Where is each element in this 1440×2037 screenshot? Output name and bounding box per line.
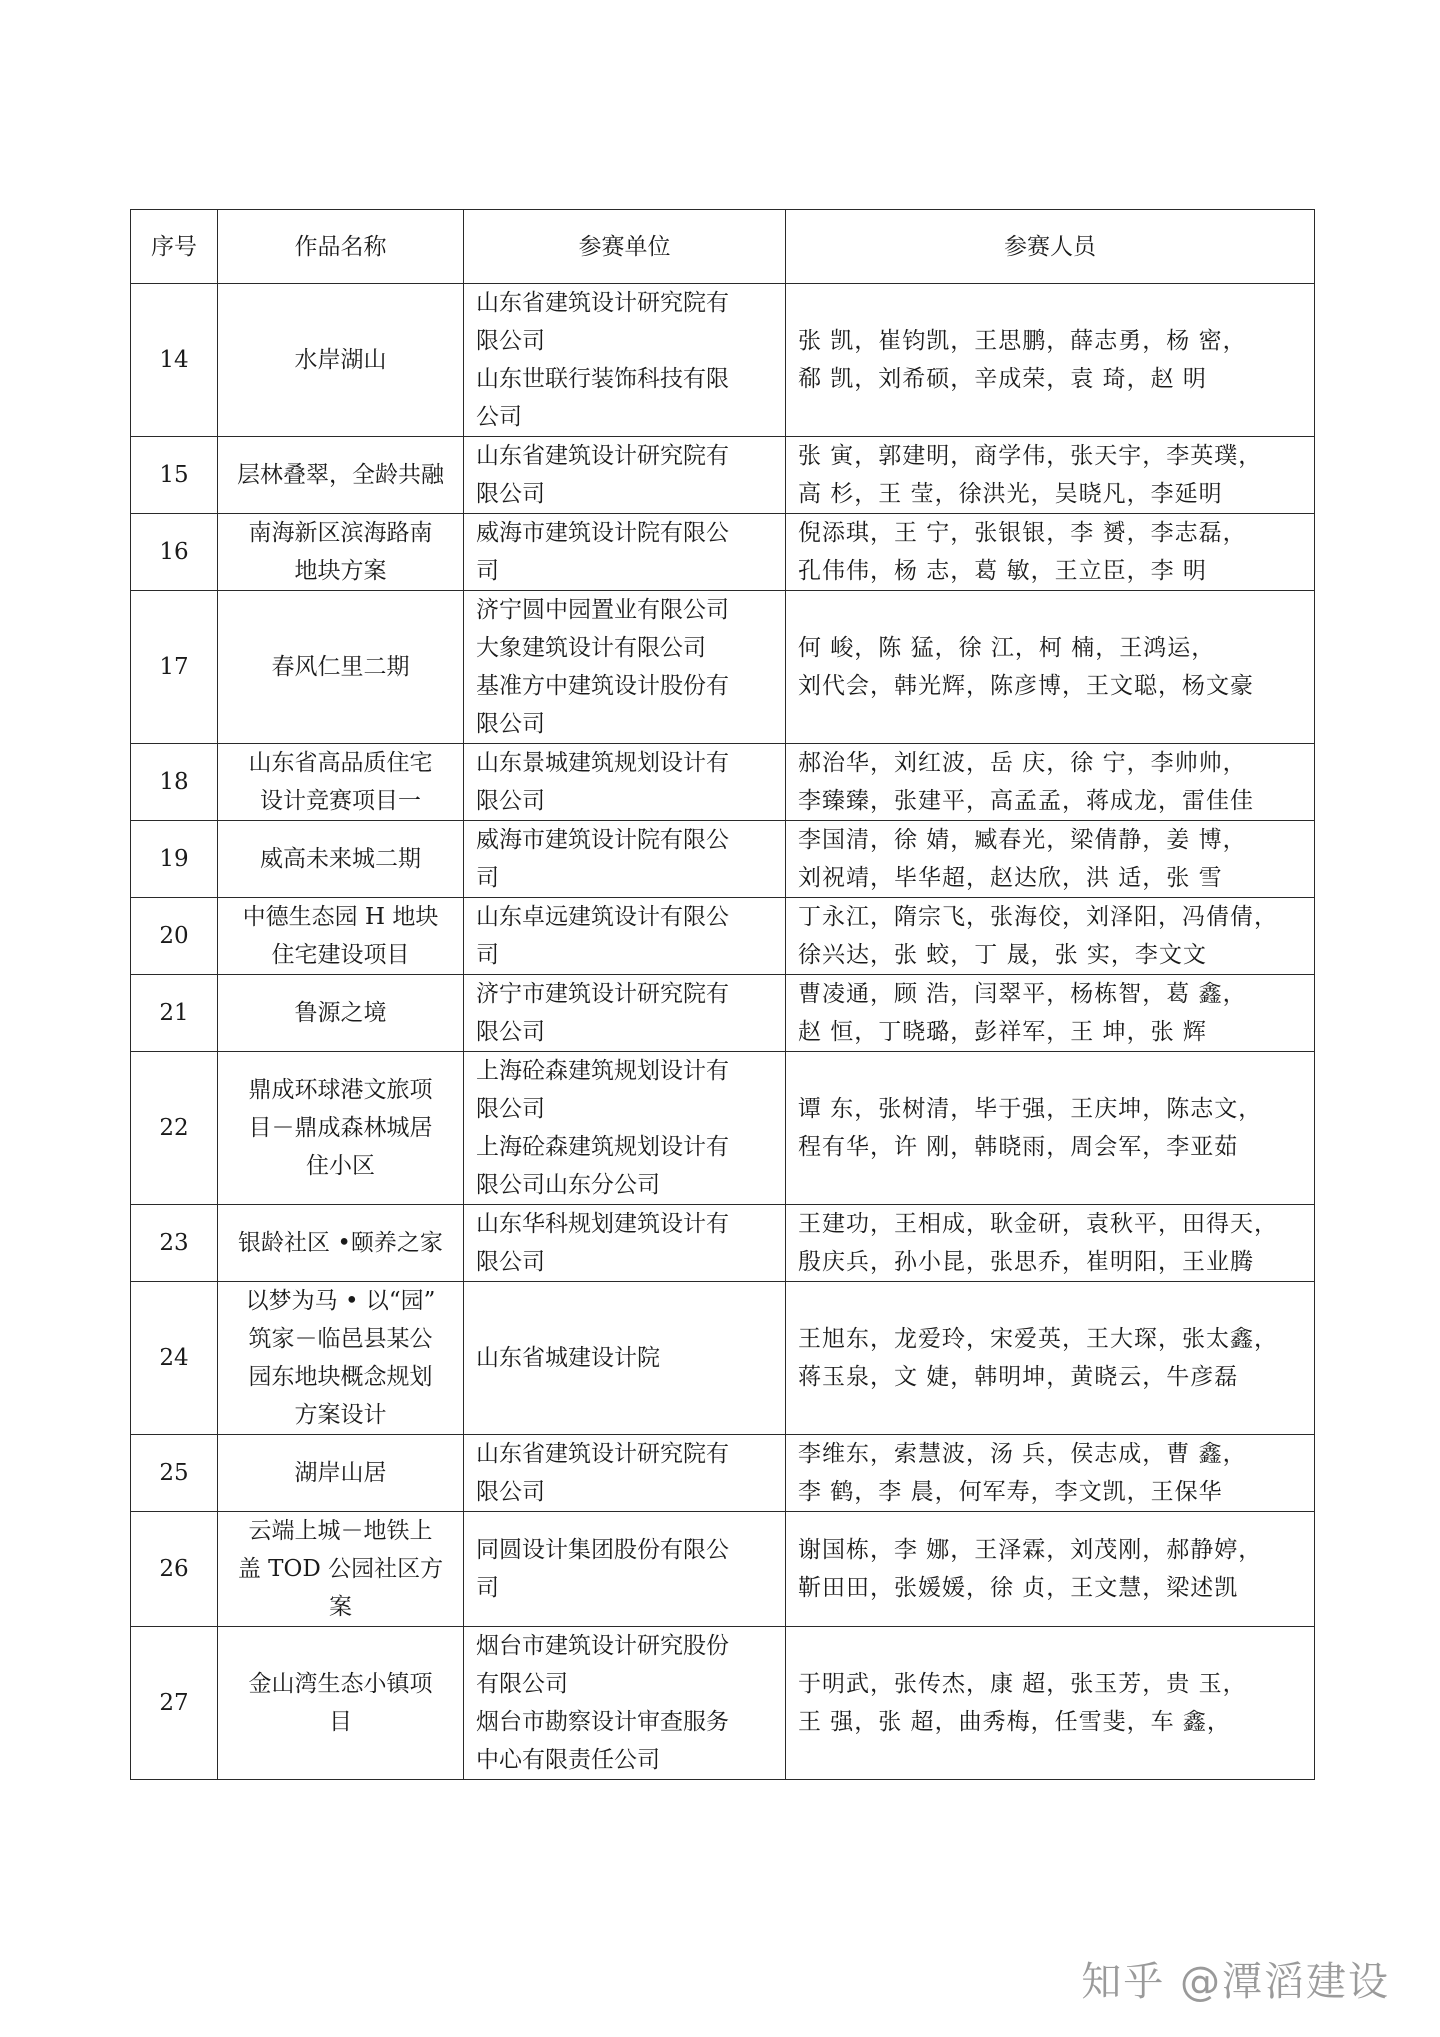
cell-title-line: 筑家－临邑县某公 — [248, 1326, 433, 1352]
cell-people-line: 高 杉，王 莹，徐洪光，吴晓凡，李延明 — [798, 481, 1223, 507]
cell-people-line: 谭 东，张树清，毕于强，王庆坤，陈志文， — [798, 1096, 1263, 1122]
cell-title-line: 中德生态园 H 地块 — [242, 904, 439, 930]
cell-title-line: 鼎成环球港文旅项 — [248, 1077, 433, 1103]
cell-unit-line: 有限公司 — [476, 1671, 568, 1697]
cell-people-line: 曹凌通，顾 浩，闫翠平，杨栋智，葛 鑫， — [798, 981, 1247, 1007]
cell-unit-line: 司 — [476, 942, 499, 968]
cell-unit — [464, 284, 786, 437]
cell-unit-line: 限公司 — [476, 1019, 545, 1045]
cell-title — [218, 1627, 464, 1780]
cell-people-line: 李臻臻，张建平，高孟孟，蒋成龙，雷佳佳 — [798, 788, 1254, 814]
cell-title — [218, 821, 464, 898]
cell-title-line: 威高未来城二期 — [260, 846, 421, 872]
table-row — [131, 1512, 1315, 1627]
cell-title-line: 目－鼎成森林城居 — [248, 1115, 433, 1141]
cell-people — [786, 1282, 1315, 1435]
cell-no: 15 — [131, 437, 218, 514]
cell-title — [218, 1435, 464, 1512]
cell-unit-line: 山东华科规划建筑设计有 — [476, 1211, 729, 1237]
cell-unit-line: 山东省建筑设计研究院有 — [476, 290, 729, 316]
cell-unit-line: 限公司山东分公司 — [476, 1172, 660, 1198]
cell-title-line: 鲁源之境 — [294, 1000, 387, 1026]
table-row — [131, 1205, 1315, 1282]
cell-unit-line: 限公司 — [476, 1096, 545, 1122]
cell-people-line: 李国清，徐 婧，臧春光，梁倩静，姜 博， — [798, 827, 1247, 853]
cell-unit — [464, 1205, 786, 1282]
cell-unit-line: 司 — [476, 865, 499, 891]
cell-no: 23 — [131, 1205, 218, 1282]
cell-title-line: 春风仁里二期 — [271, 654, 410, 680]
cell-people — [786, 1205, 1315, 1282]
cell-unit — [464, 821, 786, 898]
cell-unit-line: 烟台市建筑设计研究股份 — [476, 1633, 729, 1659]
cell-unit — [464, 1512, 786, 1627]
cell-unit-line: 同圆设计集团股份有限公 — [476, 1537, 729, 1563]
header-title: 作品名称 — [218, 210, 464, 284]
cell-title — [218, 284, 464, 437]
cell-title-line: 目 — [329, 1709, 352, 1735]
cell-unit-line: 山东卓远建筑设计有限公 — [476, 904, 729, 930]
cell-people-line: 郝治华，刘红波，岳 庆，徐 宁，李帅帅， — [798, 750, 1247, 776]
table-row — [131, 1052, 1315, 1205]
table-row — [131, 975, 1315, 1052]
cell-no: 25 — [131, 1435, 218, 1512]
cell-unit-line: 限公司 — [476, 788, 545, 814]
watermark: 知乎 @潭滔建设 — [1081, 1959, 1390, 2005]
table-row — [131, 591, 1315, 744]
cell-unit-line: 上海砼森建筑规划设计有 — [476, 1134, 729, 1160]
cell-no: 22 — [131, 1052, 218, 1205]
table-row — [131, 898, 1315, 975]
cell-people-line: 刘代会，韩光辉，陈彦博，王文聪，杨文豪 — [798, 673, 1254, 699]
cell-people — [786, 975, 1315, 1052]
cell-unit-line: 济宁市建筑设计研究院有 — [476, 981, 729, 1007]
cell-unit — [464, 975, 786, 1052]
cell-people — [786, 591, 1315, 744]
cell-unit-line: 限公司 — [476, 1479, 545, 1505]
cell-title-line: 住小区 — [306, 1153, 375, 1179]
cell-unit-line: 限公司 — [476, 711, 545, 737]
cell-title-line: 盖 TOD 公园社区方 — [237, 1556, 444, 1582]
cell-unit-line: 山东省城建设计院 — [476, 1345, 660, 1371]
cell-unit-line: 中心有限责任公司 — [476, 1747, 660, 1773]
cell-unit — [464, 1435, 786, 1512]
cell-people — [786, 284, 1315, 437]
cell-people-line: 谢国栋，李 娜，王泽霖，刘茂刚，郝静婷， — [798, 1537, 1263, 1563]
cell-people-line: 张 寅，郭建明，商学伟，张天宇，李英璞， — [798, 443, 1263, 469]
cell-no: 14 — [131, 284, 218, 437]
header-no: 序号 — [131, 210, 218, 284]
cell-people-line: 程有华，许 刚，韩晓雨，周会军，李亚茹 — [798, 1134, 1239, 1160]
cell-people — [786, 821, 1315, 898]
cell-people-line: 李 鹤，李 晨，何军寿，李文凯，王保华 — [798, 1479, 1223, 1505]
cell-unit — [464, 898, 786, 975]
cell-people — [786, 1435, 1315, 1512]
cell-people-line: 何 峻，陈 猛，徐 江，柯 楠，王鸿运， — [798, 635, 1216, 661]
cell-unit-line: 威海市建筑设计院有限公 — [476, 827, 729, 853]
cell-people-line: 徐兴达，张 蛟，丁 晟，张 实，李文文 — [798, 942, 1207, 968]
cell-unit-line: 济宁圆中园置业有限公司 — [476, 597, 729, 623]
cell-no: 27 — [131, 1627, 218, 1780]
cell-unit-line: 司 — [476, 1575, 499, 1601]
cell-title — [218, 975, 464, 1052]
cell-people-line: 郗 凯，刘希硕，辛成荣，袁 琦，赵 明 — [798, 366, 1207, 392]
cell-unit-line: 大象建筑设计有限公司 — [476, 635, 706, 661]
cell-people-line: 靳田田，张媛媛，徐 贞，王文慧，梁述凯 — [798, 1575, 1239, 1601]
cell-title-line: 银龄社区 •颐养之家 — [238, 1230, 443, 1256]
cell-people-line: 赵 恒，丁晓璐，彭祥军，王 坤，张 辉 — [798, 1019, 1207, 1045]
cell-title-line: 园东地块概念规划 — [248, 1364, 433, 1390]
cell-unit-line: 上海砼森建筑规划设计有 — [476, 1058, 729, 1084]
cell-people-line: 王 强，张 超，曲秀梅，任雪斐，车 鑫， — [798, 1709, 1231, 1735]
cell-no: 19 — [131, 821, 218, 898]
cell-unit-line: 山东省建筑设计研究院有 — [476, 443, 729, 469]
cell-people-line: 刘祝靖，毕华超，赵达欣，洪 适，张 雪 — [798, 865, 1223, 891]
cell-title — [218, 1052, 464, 1205]
header-unit: 参赛单位 — [464, 210, 786, 284]
cell-title — [218, 1282, 464, 1435]
cell-people-line: 李维东，索慧波，汤 兵，侯志成，曹 鑫， — [798, 1441, 1247, 1467]
cell-people — [786, 1052, 1315, 1205]
cell-unit-line: 基准方中建筑设计股份有 — [476, 673, 729, 699]
table-row — [131, 514, 1315, 591]
entries-table — [130, 209, 1315, 1780]
cell-people-line: 倪添琪，王 宁，张银银，李 赟，李志磊， — [798, 520, 1247, 546]
cell-people-line: 王旭东，龙爱玲，宋爱英，王大琛，张太鑫， — [798, 1326, 1278, 1352]
cell-title-line: 设计竞赛项目一 — [260, 788, 421, 814]
cell-people-line: 丁永江，隋宗飞，张海佼，刘泽阳，冯倩倩， — [798, 904, 1278, 930]
cell-title — [218, 898, 464, 975]
cell-people — [786, 1512, 1315, 1627]
cell-no: 16 — [131, 514, 218, 591]
cell-unit-line: 山东世联行装饰科技有限 — [476, 366, 729, 392]
cell-title — [218, 1205, 464, 1282]
cell-people-line: 张 凯，崔钧凯，王思鹏，薛志勇，杨 密， — [798, 328, 1247, 354]
cell-people — [786, 744, 1315, 821]
cell-title — [218, 744, 464, 821]
cell-title-line: 金山湾生态小镇项 — [248, 1671, 433, 1697]
cell-title-line: 地块方案 — [294, 558, 387, 584]
cell-title — [218, 591, 464, 744]
cell-no: 18 — [131, 744, 218, 821]
cell-unit-line: 限公司 — [476, 328, 545, 354]
cell-title-line: 南海新区滨海路南 — [248, 520, 433, 546]
cell-title-line: 层林叠翠，全龄共融 — [237, 462, 444, 488]
cell-people-line: 殷庆兵，孙小昆，张思乔，崔明阳，王业腾 — [798, 1249, 1254, 1275]
table-row — [131, 1627, 1315, 1780]
cell-unit — [464, 744, 786, 821]
cell-unit — [464, 1627, 786, 1780]
table-row — [131, 284, 1315, 437]
cell-people — [786, 898, 1315, 975]
cell-title — [218, 1512, 464, 1627]
cell-unit-line: 威海市建筑设计院有限公 — [476, 520, 729, 546]
table-row — [131, 437, 1315, 514]
cell-no: 20 — [131, 898, 218, 975]
cell-title-line: 云端上城－地铁上 — [248, 1518, 433, 1544]
cell-people — [786, 514, 1315, 591]
header-people: 参赛人员 — [786, 210, 1315, 284]
cell-title-line: 住宅建设项目 — [271, 942, 410, 968]
cell-people — [786, 437, 1315, 514]
cell-title-line: 水岸湖山 — [294, 347, 387, 373]
header-row — [131, 210, 1315, 284]
cell-unit — [464, 1052, 786, 1205]
cell-unit-line: 限公司 — [476, 481, 545, 507]
table-row — [131, 744, 1315, 821]
cell-no: 17 — [131, 591, 218, 744]
table-body — [131, 284, 1315, 1780]
cell-unit-line: 公司 — [476, 404, 522, 430]
cell-title-line: 案 — [329, 1594, 352, 1620]
cell-people-line: 蒋玉泉，文 婕，韩明坤，黄晓云，牛彦磊 — [798, 1364, 1239, 1390]
cell-people — [786, 1627, 1315, 1780]
cell-unit — [464, 1282, 786, 1435]
table-row — [131, 821, 1315, 898]
cell-people-line: 于明武，张传杰，康 超，张玉芳，贵 玉， — [798, 1671, 1247, 1697]
cell-title — [218, 437, 464, 514]
cell-unit-line: 山东省建筑设计研究院有 — [476, 1441, 729, 1467]
cell-people-line: 王建功，王相成，耿金研，袁秋平，田得天， — [798, 1211, 1278, 1237]
cell-no: 26 — [131, 1512, 218, 1627]
cell-unit-line: 山东景城建筑规划设计有 — [476, 750, 729, 776]
cell-unit — [464, 514, 786, 591]
table-row — [131, 1435, 1315, 1512]
cell-no: 21 — [131, 975, 218, 1052]
cell-title — [218, 514, 464, 591]
cell-unit-line: 烟台市勘察设计审查服务 — [476, 1709, 729, 1735]
cell-title-line: 湖岸山居 — [294, 1460, 387, 1486]
cell-unit-line: 限公司 — [476, 1249, 545, 1275]
cell-unit — [464, 591, 786, 744]
cell-people-line: 孔伟伟，杨 志，葛 敏，王立臣，李 明 — [798, 558, 1207, 584]
cell-no: 24 — [131, 1282, 218, 1435]
cell-unit-line: 司 — [476, 558, 499, 584]
table-row — [131, 1282, 1315, 1435]
cell-unit — [464, 437, 786, 514]
cell-title-line: 方案设计 — [294, 1402, 387, 1428]
cell-title-line: 以梦为马 • 以“园” — [245, 1288, 436, 1314]
cell-title-line: 山东省高品质住宅 — [248, 750, 433, 776]
